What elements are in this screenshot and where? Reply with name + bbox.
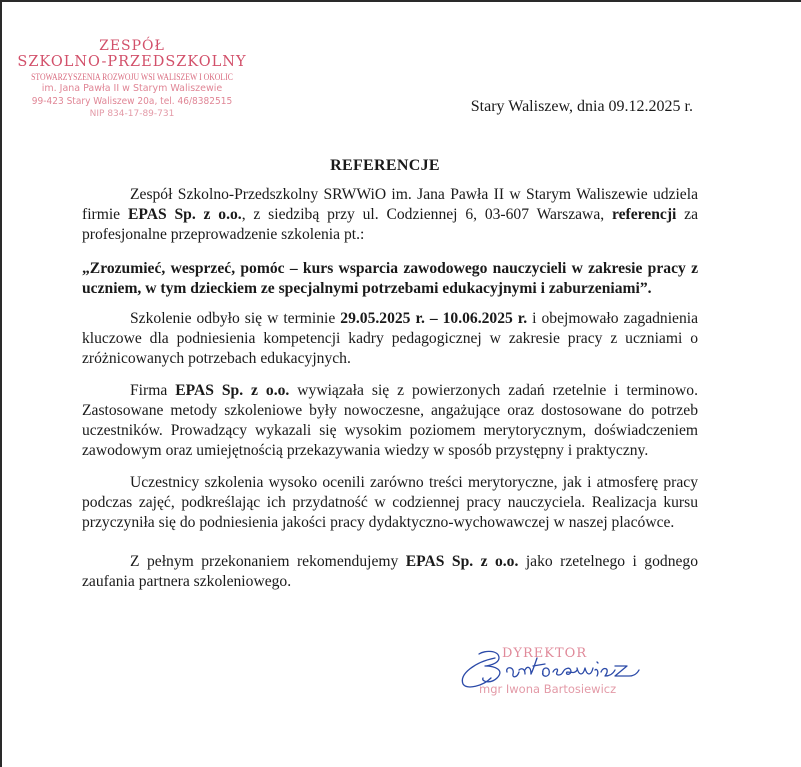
stamp-line-4: im. Jana Pawła II w Starym Waliszewie: [41, 83, 223, 94]
references-word: referencji: [611, 206, 677, 223]
dates-text-2: i obejmowało zagadnienia kluczowe dla podniesienia kompetencji kadry pedagogicznej w zakresie pracy z uczniami o zróżnicowanych potrzebach edukacyjnych.: [82, 310, 699, 367]
intro-text-2: , z siedzibą przy ul. Codziennej 6, 03-607 Warszawa,: [241, 206, 612, 223]
top-border: [0, 0, 801, 2]
school-stamp: [14, 38, 250, 121]
stamp-line-3: STOWARZYSZENIA ROZWOJU WSI WALISZEW I OKOLIC: [31, 72, 233, 82]
training-dates: 29.05.2025 r. – 10.06.2025 r.: [340, 310, 528, 327]
company-name: EPAS Sp. z o.o.: [405, 553, 519, 570]
stamp-line-5: 99-423 Stary Waliszew 20a, tel. 46/8382515: [31, 95, 233, 107]
intro-text-1: Zespół Szkolno-Przedszkolny SRWWiO im. Jana Pawła II w Starym Waliszewie udziela firmie: [82, 186, 698, 223]
document-heading: REFERENCJE: [330, 157, 440, 174]
intro-text-3: za profesjonalne przeprowadzenie szkolenia pt.:: [82, 206, 699, 243]
paragraph-recommendation: [82, 552, 698, 592]
paragraph-participants: Uczestnicy szkolenia wysoko ocenili zarówno treści merytoryczne, jak i atmosferę pracy podczas zajęć, podkreślając ich przydatność w codziennej pracy nauczyciela. Realizacja kursu przyczyniła się do podniesienia jakości pracy dydaktyczno-wychowawczej w naszej placówce.: [82, 474, 698, 531]
evaluation-text-1: Firma: [130, 382, 176, 399]
place-and-date: Stary Waliszew, dnia 09.12.2025 r.: [470, 98, 693, 115]
signature-block: [455, 640, 655, 710]
company-name: EPAS Sp. z o.o.: [175, 382, 290, 399]
left-border: [0, 0, 2, 767]
dates-text-1: Szkolenie odbyło się w terminie: [130, 310, 341, 327]
stamp-line-6: NIP 834-17-89-731: [89, 109, 175, 119]
course-title: „Zrozumieć, wesprzeć, pomóc – kurs wsparcia zawodowego nauczycieli w zakresie pracy z uczniem, w tym dzieckiem ze specjalnymi potrzebami edukacyjnymi i zaburzeniami”.: [82, 260, 698, 297]
paragraph-dates: [82, 309, 698, 369]
evaluation-text-2: wywiązała się z powierzonych zadań rzetelnie i terminowo. Zastosowane metody szkoleniowe były nowoczesne, angażujące oraz dostosowane do potrzeb uczestników. Prowadzący wykazali się wysokim poziomem merytorycznym, doświadczeniem zawodowym oraz umiejętnością przekazywania wiedzy w sposób przystępny i praktyczny.: [82, 382, 698, 459]
recommendation-text-2: jako rzetelnego i godnego zaufania partnera szkoleniowego.: [82, 553, 699, 590]
signature-role: DYREKTOR: [502, 646, 588, 661]
recommendation-text-1: Z pełnym przekonaniem rekomendujemy: [130, 553, 406, 570]
letter-body: [82, 185, 698, 592]
company-name: EPAS Sp. z o.o.: [127, 206, 242, 223]
paragraph-intro: [82, 185, 698, 245]
paragraph-evaluation: [82, 381, 698, 461]
signatory-name: mgr Iwona Bartosiewicz: [479, 682, 617, 696]
stamp-line-2: SZKOLNO-PRZEDSZKOLNY: [17, 54, 247, 70]
stamp-line-1: ZESPÓŁ: [99, 38, 165, 54]
